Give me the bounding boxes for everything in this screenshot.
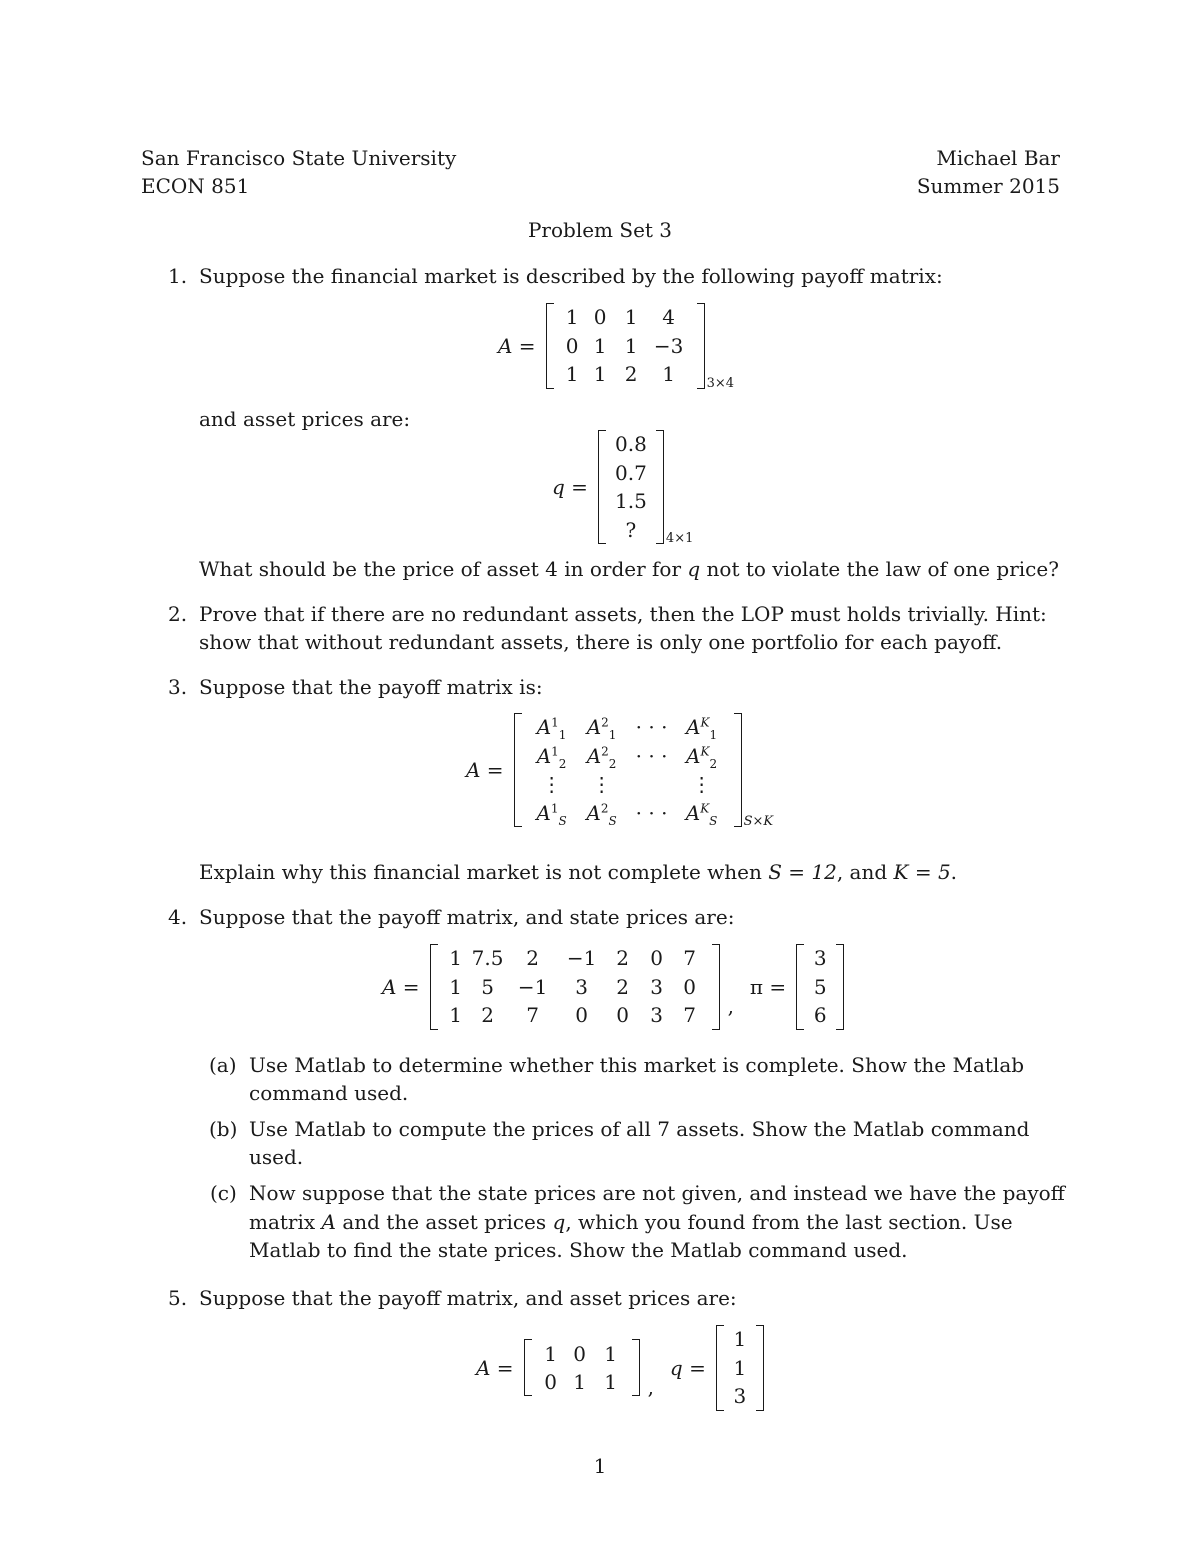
problem-5-number: 5. bbox=[168, 1286, 188, 1310]
p3-matrix-cell: ⋮ bbox=[691, 772, 712, 797]
problem-4-number: 4. bbox=[168, 905, 188, 929]
p3-matrix-cell: $A^K_1$ bbox=[686, 715, 718, 743]
header-term: Summer 2015 bbox=[916, 174, 1060, 198]
p1-matrix-cell: 0 bbox=[565, 333, 579, 358]
p1-matrix-cell: 1 bbox=[565, 305, 579, 330]
problem-5-intro: Suppose that the payoff matrix, and asset prices are: bbox=[199, 1286, 737, 1310]
header-instructor: Michael Bar bbox=[936, 146, 1060, 170]
p4-matrix-cell: 0 bbox=[683, 974, 696, 999]
p1-vector-row bbox=[612, 516, 650, 545]
problem-4b-line1: Use Matlab to compute the prices of all 7 assets. Show the Matlab command bbox=[249, 1117, 1030, 1141]
page-number: 1 bbox=[593, 1454, 607, 1478]
problem-4a-line2: command used. bbox=[249, 1081, 409, 1105]
p4-matrix-cell: 2 bbox=[526, 946, 539, 971]
p5-matrix-cell: 0 bbox=[544, 1370, 557, 1394]
p4-vector-cell: 3 bbox=[813, 946, 827, 971]
problem-2-line1: Prove that if there are no redundant assets, then the LOP must holds trivially. Hint: bbox=[199, 602, 1047, 626]
p3-matrix-cell: $A^1_1$ bbox=[536, 715, 567, 743]
p4-matrix-cell: 5 bbox=[481, 974, 494, 999]
p3-matrix-row bbox=[528, 770, 728, 799]
p3-matrix-cell: · · · bbox=[635, 715, 668, 740]
p4-matrix-cell: 1 bbox=[449, 1003, 462, 1028]
p4-matrix-cell: 3 bbox=[650, 974, 663, 999]
p4-matrix-row bbox=[444, 1001, 706, 1030]
p1-vector-cell: 0.7 bbox=[615, 460, 647, 485]
p1-matrix-row bbox=[560, 303, 691, 332]
p1-matrix-cell: 1 bbox=[624, 305, 638, 330]
p4-vector-row bbox=[810, 973, 830, 1002]
page-title: Problem Set 3 bbox=[527, 218, 673, 242]
p5-vector-row bbox=[730, 1382, 750, 1411]
p3-matrix-cell: · · · bbox=[635, 743, 668, 768]
p1-matrix-cell: 2 bbox=[624, 362, 638, 387]
p5-matrix-row bbox=[538, 1368, 626, 1397]
p1-matrix-row bbox=[560, 332, 691, 361]
p1-vector-row bbox=[612, 459, 650, 488]
p3-matrix-row bbox=[528, 742, 728, 771]
p4-vector-row bbox=[810, 1001, 830, 1030]
problem-3-number: 3. bbox=[168, 675, 188, 699]
p3-matrix-cell: $A^2_S$ bbox=[586, 800, 617, 828]
p3-matrix-cell: $A^2_2$ bbox=[586, 743, 617, 771]
problem-1-question: What should be the price of asset 4 in order for q not to violate the law of one price? bbox=[199, 557, 1059, 581]
problem-1-matrix-A: A = 1 0 1 4 0 1 1 −3 1 1 2 1 3×4 bbox=[498, 303, 734, 389]
p1-vector-row bbox=[612, 487, 650, 516]
p5-vector-cell: 1 bbox=[733, 1327, 747, 1352]
p4-matrix-cell: −1 bbox=[566, 946, 597, 971]
p4-matrix-cell: 2 bbox=[481, 1003, 494, 1028]
p1-matrix-cell: 1 bbox=[565, 362, 579, 387]
p4-vector-row bbox=[810, 944, 830, 973]
header-university: San Francisco State University bbox=[141, 146, 457, 170]
problem-1-middle: and asset prices are: bbox=[199, 407, 411, 431]
p1-matrix-cell: 1 bbox=[593, 333, 607, 358]
p3-matrix-cell: · · · bbox=[635, 800, 668, 825]
problem-3-intro: Suppose that the payoff matrix is: bbox=[199, 675, 543, 699]
p3-matrix-cell: $A^K_S$ bbox=[685, 800, 718, 828]
problem-1-number: 1. bbox=[168, 264, 188, 288]
p3-matrix-row bbox=[528, 799, 728, 828]
p3-matrix-cell: $A^1_S$ bbox=[536, 800, 567, 828]
problem-4c-line3: Matlab to find the state prices. Show the Matlab command used. bbox=[249, 1238, 908, 1262]
p4-vector-cell: 6 bbox=[813, 1003, 827, 1028]
problem-4a-line1: Use Matlab to determine whether this market is complete. Show the Matlab bbox=[249, 1053, 1025, 1077]
p4-matrix-cell: 0 bbox=[575, 1003, 588, 1028]
problem-4c-line2: matrix A and the asset prices q, which you found from the last section. Use bbox=[249, 1210, 1013, 1234]
p3-matrix-cell: $A^K_2$ bbox=[686, 743, 718, 771]
p1-matrix-row bbox=[560, 360, 691, 389]
problem-2-number: 2. bbox=[168, 602, 188, 626]
problem-2-line2: show that without redundant assets, there is only one portfolio for each payoff. bbox=[199, 630, 1003, 654]
p5-vector-row bbox=[730, 1354, 750, 1383]
problem-3-question: Explain why this financial market is not complete when S = 12, and K = 5. bbox=[199, 860, 958, 884]
p1-vector-cell: 1.5 bbox=[615, 489, 647, 514]
p5-matrix-row bbox=[538, 1339, 626, 1368]
p3-matrix-cell: ⋮ bbox=[591, 772, 612, 797]
problem-5-equation: A = 1 0 1 0 1 1 , q = 1 1 3 bbox=[476, 1325, 764, 1411]
p3-matrix-cell: $A^1_2$ bbox=[536, 743, 567, 771]
problem-4-equation: A = 1 7.5 2 −1 2 0 7 1 5 −1 3 2 3 0 1 2 7 0 0 3 7 , π = 3 5 6 bbox=[382, 944, 844, 1030]
p5-matrix-cell: 1 bbox=[573, 1370, 586, 1394]
p4-matrix-cell: 3 bbox=[575, 974, 588, 999]
p5-vector-row bbox=[730, 1325, 750, 1354]
p1-matrix-cell: 1 bbox=[662, 362, 675, 387]
p5-matrix-cell: 0 bbox=[573, 1341, 586, 1366]
p1-matrix-cell: 4 bbox=[662, 305, 675, 330]
p4-matrix-cell: 0 bbox=[650, 946, 663, 971]
problem-4c-line1: Now suppose that the state prices are not given, and instead we have the payoff bbox=[249, 1181, 1065, 1205]
p4-matrix-cell: 7.5 bbox=[471, 946, 504, 971]
p4-matrix-cell: 1 bbox=[449, 946, 462, 971]
p4-matrix-cell: 3 bbox=[650, 1003, 663, 1028]
p4-matrix-row bbox=[444, 973, 706, 1002]
p5-matrix-cell: 1 bbox=[544, 1341, 557, 1366]
p1-matrix-cell: 1 bbox=[624, 333, 638, 358]
p4-vector-cell: 5 bbox=[813, 974, 827, 999]
p1-vector-cell: 0.8 bbox=[615, 432, 647, 457]
header-course: ECON 851 bbox=[141, 174, 250, 198]
p1-matrix-cell: −3 bbox=[653, 333, 684, 358]
p4-matrix-cell: 7 bbox=[683, 946, 696, 971]
p1-vector-cell: ? bbox=[625, 517, 637, 542]
p5-matrix-cell: 1 bbox=[604, 1370, 617, 1394]
p1-matrix-cell: 0 bbox=[593, 305, 607, 330]
problem-1-vector-q: q = 0.8 0.7 1.5 ? 4×1 bbox=[552, 430, 693, 544]
p3-matrix-cell: $A^2_1$ bbox=[586, 715, 617, 743]
problem-4c-label: (c) bbox=[210, 1181, 237, 1205]
problem-4b-line2: used. bbox=[249, 1145, 304, 1169]
problem-4a-label: (a) bbox=[209, 1053, 237, 1077]
p4-matrix-cell: 7 bbox=[526, 1003, 539, 1028]
p4-matrix-cell: 2 bbox=[616, 974, 629, 999]
problem-3-general-matrix: A = $A^1_1$ $A^2_1$ · · · $A^K_1$ $A^1_2$ $A^2_2$ · · · $A^K_2$ ⋮ ⋮ ⋮ $A^1_S$ $A^2_S$ · · · $A^K_S$ S×K bbox=[466, 713, 773, 827]
p3-matrix-row bbox=[528, 713, 728, 742]
p4-matrix-cell: 7 bbox=[683, 1003, 696, 1028]
p4-matrix-cell: 2 bbox=[616, 946, 629, 971]
problem-4-intro: Suppose that the payoff matrix, and state prices are: bbox=[199, 905, 735, 929]
p3-matrix-cell: ⋮ bbox=[541, 772, 562, 797]
p4-matrix-cell: −1 bbox=[517, 974, 548, 999]
p1-matrix-cell: 1 bbox=[593, 362, 607, 387]
p1-vector-row bbox=[612, 430, 650, 459]
p5-vector-cell: 1 bbox=[733, 1355, 747, 1380]
p4-matrix-cell: 1 bbox=[449, 974, 462, 999]
p4-matrix-cell: 0 bbox=[616, 1003, 629, 1028]
problem-1-intro: Suppose the financial market is described by the following payoff matrix: bbox=[199, 264, 943, 288]
p4-matrix-row bbox=[444, 944, 706, 973]
p5-matrix-cell: 1 bbox=[604, 1341, 617, 1366]
p5-vector-cell: 3 bbox=[733, 1384, 747, 1409]
problem-4b-label: (b) bbox=[209, 1117, 238, 1141]
